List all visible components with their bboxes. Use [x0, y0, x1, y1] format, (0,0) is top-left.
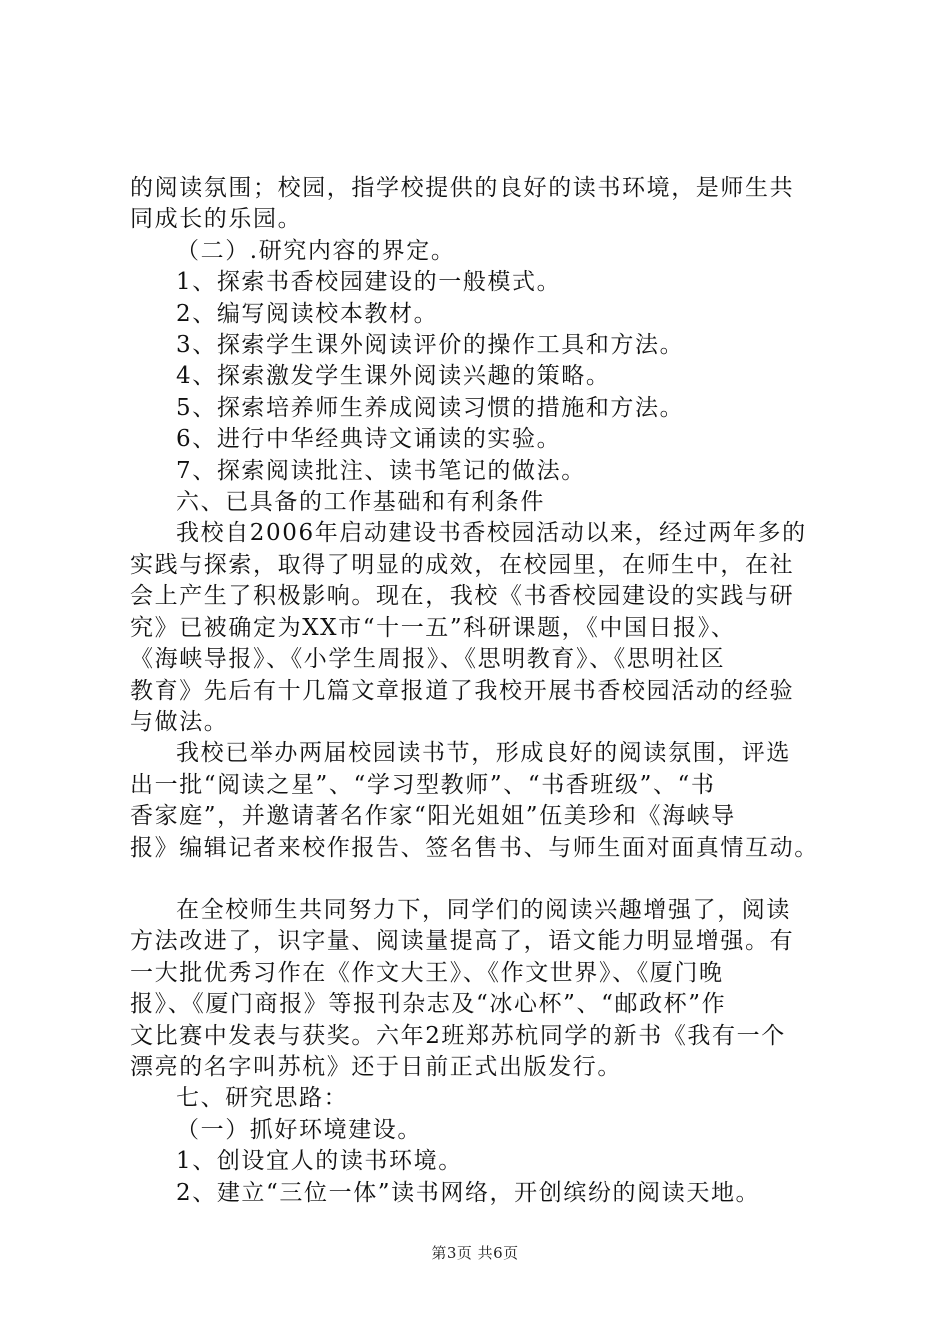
body-text-line: 我校自2006年启动建设书香校园活动以来，经过两年多的 [176, 520, 807, 547]
body-text-line: 出一批“阅读之星”、“学习型教师”、“书香班级”、“书 [130, 771, 716, 798]
body-text-line: 教育》先后有十几篇文章报道了我校开展书香校园活动的经验 [130, 677, 795, 704]
body-text-line: 我校已举办两届校园读书节，形成良好的阅读氛围，评选 [176, 740, 791, 767]
body-text-line: 漂亮的名字叫苏杭》还于日前正式出版发行。 [130, 1053, 622, 1080]
body-text-line: 同成长的乐园。 [130, 206, 303, 233]
body-text-line: 文比赛中发表与获奖。六年2班郑苏杭同学的新书《我有一个 [130, 1022, 786, 1049]
body-text-line: 方法改进了，识字量、阅读量提高了，语文能力明显增强。有 [130, 928, 795, 955]
body-text-line: 报》编辑记者来校作报告、签名售书、与师生面对面真情互动。 [130, 834, 819, 861]
body-text-line: 香家庭”，并邀请著名作家“阳光姐姐”伍美珍和《海峡导 [130, 803, 736, 830]
list-item: 1、探索书香校园建设的一般模式。 [176, 269, 562, 296]
list-item: 2、编写阅读校本教材。 [176, 300, 439, 327]
list-item: 3、探索学生课外阅读评价的操作工具和方法。 [176, 332, 685, 359]
body-text-line: 报》、《厦门商报》等报刊杂志及“冰心杯”、“邮政杯”作 [130, 991, 727, 1018]
body-text-line: 在全校师生共同努力下，同学们的阅读兴趣增强了，阅读 [176, 896, 791, 923]
body-text-line: 实践与探索，取得了明显的成效，在校园里，在师生中，在社 [130, 551, 795, 578]
list-item: 6、进行中华经典诗文诵读的实验。 [176, 426, 562, 453]
section-heading: （二）.研究内容的界定。 [176, 237, 456, 264]
body-text-line: 究》已被确定为XX市“十一五”科研课题，《中国日报》、 [130, 614, 736, 641]
section-heading: 七、研究思路： [176, 1085, 349, 1112]
body-text-line: 一大批优秀习作在《作文大王》、《作文世界》、《厦门晚 [130, 959, 724, 986]
document-body [130, 173, 835, 1209]
body-text-line: 的阅读氛围；校园，指学校提供的良好的读书环境，是师生共 [130, 175, 795, 201]
list-item: 5、探索培养师生养成阅读习惯的措施和方法。 [176, 394, 685, 421]
body-text-line: 《海峡导报》、《小学生周报》、《思明教育》、《思明社区 [130, 646, 726, 673]
body-text-line: 与做法。 [130, 708, 229, 735]
body-text-line: 会上产生了积极影响。现在，我校《书香校园建设的实践与研 [130, 583, 795, 610]
subsection-heading: （一）抓好环境建设。 [176, 1116, 422, 1143]
section-heading: 六、已具备的工作基础和有利条件 [176, 489, 545, 516]
page-footer [0, 1242, 950, 1263]
list-item: 1、创设宜人的读书环境。 [176, 1148, 463, 1175]
list-item: 4、探索激发学生课外阅读兴趣的策略。 [176, 363, 611, 390]
page-number-label: 第3页 共6页 [431, 1244, 519, 1262]
list-item: 2、建立“三位一体”读书网络，开创缤纷的阅读天地。 [176, 1179, 761, 1206]
paragraph-gap [130, 864, 835, 895]
list-item: 7、探索阅读批注、读书笔记的做法。 [176, 457, 586, 484]
